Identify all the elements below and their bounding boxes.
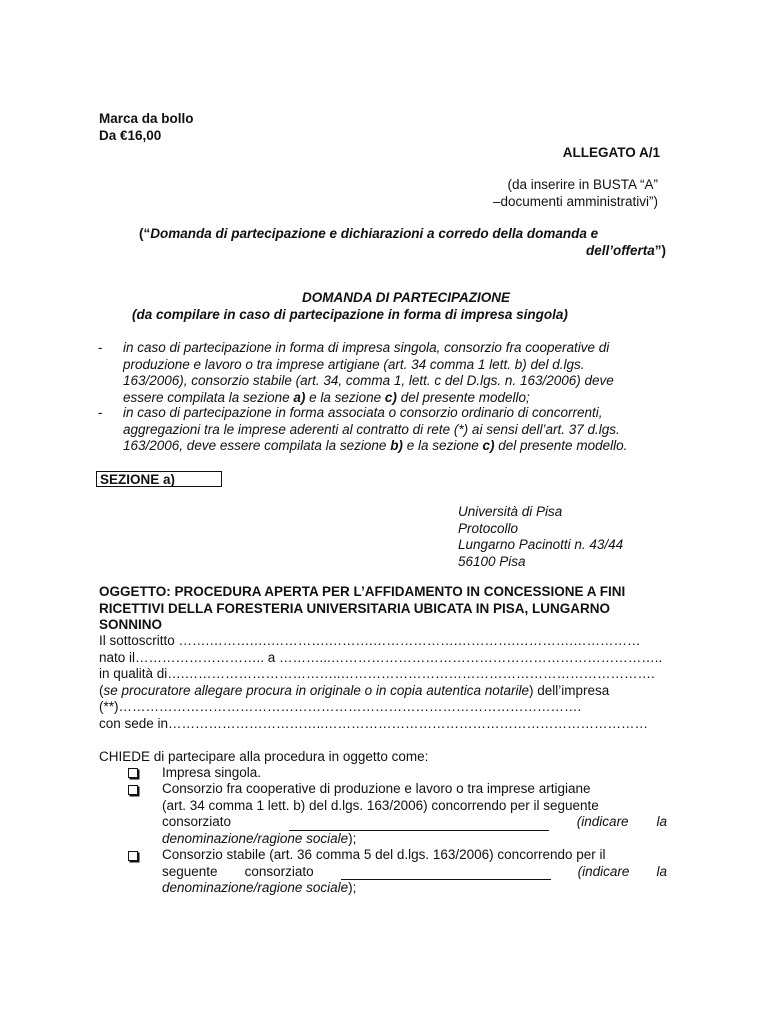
form-heading <box>96 290 716 307</box>
applicant-fields <box>99 633 709 732</box>
subtitle-close-quote: ”) <box>654 242 666 258</box>
subtitle-text: Domanda di partecipazione e dichiarazioni a corredo della domanda e <box>150 226 599 241</box>
field-nato[interactable]: nato il……………………….. a ………...……………………………………………………………….. <box>99 649 663 665</box>
address-line-2: Protocollo <box>458 520 519 536</box>
opt2-line-3: consorziato (indicare la <box>162 814 667 829</box>
form-title: DOMANDA DI PARTECIPAZIONE <box>301 290 510 305</box>
option-impresa-singola: Impresa singola. <box>162 765 262 780</box>
oggetto-line-1: OGGETTO: PROCEDURA APERTA PER L’AFFIDAMENTO IN CONCESSIONE A FINI <box>99 584 626 599</box>
address-line-3: Lungarno Pacinotti n. 43/44 <box>458 537 624 552</box>
address-line-1: Università di Pisa <box>458 504 563 519</box>
bullet-1-line-3: 163/2006), consorzio stabile (art. 34, comma 1, lett. c del D.lgs. n. 163/2006) deve <box>123 373 614 388</box>
bullet-2-line-1: in caso di partecipazione in forma associata o consorzio ordinario di concorrenti, <box>123 405 603 420</box>
opt2-line-2: (art. 34 comma 1 lett. b) del d.lgs. 163/2006) concorrendo per il seguente <box>162 797 599 813</box>
bullet-dash-2: - <box>98 405 103 420</box>
bullet-dash-1: - <box>98 340 103 355</box>
consorziato-blank-1[interactable] <box>289 814 549 831</box>
busta-line-2: –documenti amministrativi”) <box>492 193 658 209</box>
opt3-line-2: seguente consorziato (indicare la <box>162 863 667 879</box>
field-qualita[interactable]: in qualità di….……………………………..……………………………………………………………. <box>99 666 655 681</box>
field-sede[interactable]: con sede in……………………………..……………………………………………………………… <box>99 715 649 731</box>
checkbox-consorzio-cooperative[interactable] <box>128 785 138 795</box>
opt3-line-3: denominazione/ragione sociale); <box>162 880 357 895</box>
form-heading-sub: (da compilare in caso di partecipazione in forma di impresa singola) <box>132 307 568 322</box>
instruction-bullet-2 <box>123 405 683 455</box>
bullet-1-line-1: in caso di partecipazione in forma di impresa singola, consorzio fra cooperative di <box>123 340 610 355</box>
allegato-label: ALLEGATO A/1 <box>562 145 660 160</box>
subtitle-open-quote: (“ <box>139 226 151 241</box>
bullet-1-line-4: essere compilata la sezione a) e la sezione c) del presente modello; <box>123 389 530 405</box>
bullet-1-line-2: produzione e lavoro o tra imprese artigiane (art. 34 comma 1 lett. b) del d.lgs. <box>123 356 585 372</box>
instruction-bullet-1 <box>123 340 683 406</box>
section-a-label: SEZIONE a) <box>96 471 222 487</box>
stamp-line-1: Marca da bollo <box>99 111 194 126</box>
subtitle-text-2: dell’offerta <box>585 242 655 258</box>
busta-note <box>493 177 658 210</box>
option-consorzio-stabile <box>162 847 667 897</box>
option-consorzio-cooperative <box>162 781 667 847</box>
document-subtitle <box>139 226 666 259</box>
recipient-address <box>458 504 623 570</box>
opt2-line-1: Consorzio fra cooperative di produzione e lavoro o tra imprese artigiane <box>162 781 591 796</box>
field-impresa[interactable]: (**)…………………………………………………………………………………………. <box>99 699 582 714</box>
bullet-2-line-3: 163/2006, deve essere compilata la sezione b) e la sezione c) del presente modello. <box>123 438 628 453</box>
checkbox-impresa-singola[interactable] <box>128 768 138 778</box>
oggetto-line-3: SONNINO <box>99 617 163 632</box>
oggetto-line-2: RICETTIVI DELLA FORESTERIA UNIVERSITARIA UBICATA IN PISA, LUNGARNO <box>99 600 611 616</box>
consorziato-blank-2[interactable] <box>341 864 551 881</box>
busta-line-1: (da inserire in BUSTA “A” <box>507 177 658 192</box>
opt2-line-4: denominazione/ragione sociale); <box>162 830 357 846</box>
bullet-2-line-2: aggregazioni tra le imprese aderenti al contratto di rete (*) ai sensi dell’art. 37 d.lgs. <box>123 421 620 437</box>
field-procuratore-note: (se procuratore allegare procura in originale o in copia autentica notarile) dell’impresa <box>99 682 610 698</box>
stamp-label <box>99 111 194 144</box>
chiede-intro: CHIEDE di partecipare alla procedura in oggetto come: <box>99 749 429 764</box>
checkbox-consorzio-stabile[interactable] <box>128 851 138 861</box>
stamp-line-2: Da €16,00 <box>99 127 162 143</box>
opt3-line-1: Consorzio stabile (art. 36 comma 5 del d.lgs. 163/2006) concorrendo per il <box>162 847 606 862</box>
oggetto-block <box>99 584 679 634</box>
field-sottoscritto[interactable]: Il sottoscritto …….……….….………….……….……………….………….………….…………… <box>99 633 641 648</box>
address-line-4: 56100 Pisa <box>458 553 526 569</box>
